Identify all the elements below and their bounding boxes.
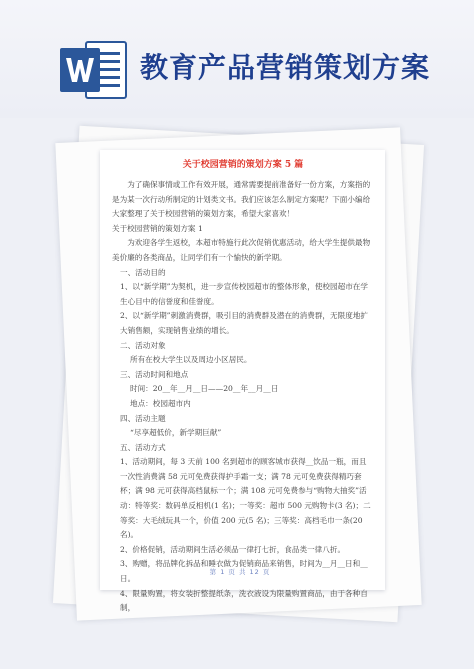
document-paragraph: 1、以“新学期”为契机，进一步宣传校园超市的整体形象，使校园超市在学生心目中的信誉度和佳誉度。 [120,282,368,306]
document-paragraphs [112,178,374,616]
document-body [112,158,374,616]
document-paragraph: 二、活动对象 [120,340,166,350]
document-paragraph: “尽享超低价，新学期巨献” [130,428,222,438]
document-paragraph: 1、活动期间，每 3 天前 100 名到超市的顾客城市获得__饮品一瓶，而且一次性消费满 58 元可免费获得护手霜一支；满 78 元可免费获得精巧套杯；满 98 元可获得高档鼠标一个；满 108 元可免费参与“购物大抽奖”活动：特等奖：数码单反相机(1 名)；一等奖：超市 500 元购物卡(3 名)；二等奖：大毛绒玩具一个，价值 200 元(5 名)；三等奖：高档毛巾一条(20 名)。 [120,457,371,540]
document-paragraph: 地点：校园超市内 [130,398,191,408]
document-paragraph: 4、限量购置，将女装折整提纸条，洗衣液设为限量购置商品，由于各种自制， [120,588,368,613]
document-paragraph: 所有在校大学生以及周边小区居民。 [130,355,252,365]
banner [0,0,474,118]
page-number-footer: 第 1 页 共 12 页 [209,568,271,576]
banner-title: 教育产品营销策划方案 [140,51,431,84]
document-paragraph: 五、活动方式 [120,442,166,452]
document-paragraph: 3、购赠，将品牌化拆品和睡衣做为促销商品来销售，时间为__月__日和__日。 [120,559,368,584]
document-paragraph: 时间：20__年__月__日——20__年__月__日 [130,384,279,394]
document-paragraph: 四、活动主题 [120,413,166,423]
document-paragraph: 2、以“新学期”刺激消费群，吸引目的消费群及潜在的消费群，无限度地扩大销售额，实现销售业绩的增长。 [120,311,368,335]
document-paragraph: 一、活动目的 [120,267,166,277]
document-title: 关于校园营销的策划方案 5 篇 [182,160,304,170]
document-paragraph: 为了确保事情或工作有效开展，通常需要提前准备好一份方案，方案指的是为某一次行动所制定的计划类文书。我们应该怎么制定方案呢？下面小编给大家整理了关于校园营销的策划方案，希望大家喜欢！ [112,180,371,219]
document-paragraph: 三、活动时间和地点 [120,369,189,379]
document-paragraph: 2、价格促销，活动期间生活必须品一律打七折，食品类一律八折。 [120,544,346,554]
document-paragraph: 为欢迎各学生返校，本超市特施行此次促销优惠活动，给大学生提供最物美价廉的各类商品，让同学们有一个愉快的新学期。 [112,238,371,262]
word-document-icon [58,38,128,102]
document-paragraph: 关于校园营销的策划方案 1 [112,223,203,233]
